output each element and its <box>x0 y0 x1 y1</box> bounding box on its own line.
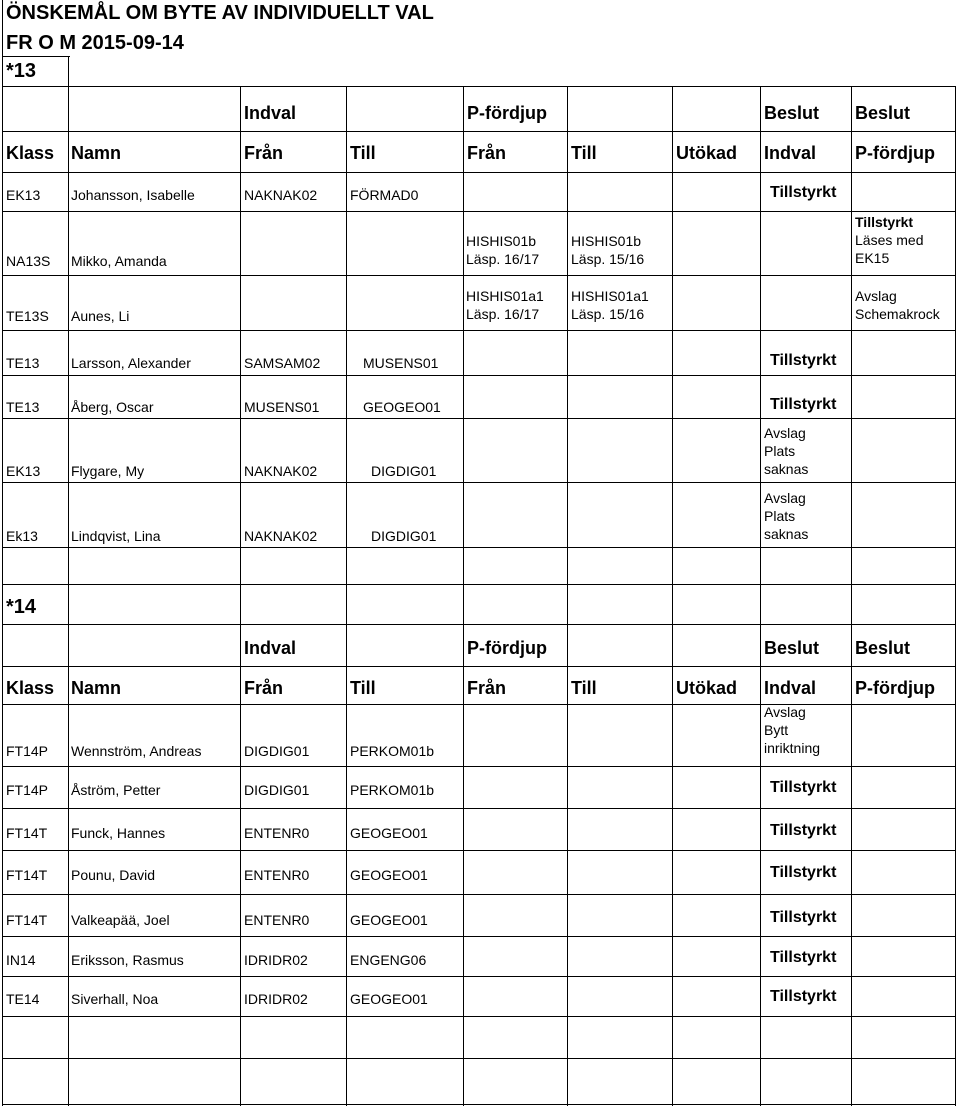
table-cell-beslut: Tillstyrkt <box>770 909 837 926</box>
column-header: Till <box>350 678 376 698</box>
grid-line <box>2 375 956 376</box>
table-cell-till: DIGDIG01 <box>371 463 437 479</box>
table-cell-klass: TE14 <box>6 991 40 1007</box>
column-header: Namn <box>71 678 122 698</box>
cell-line: Avslag <box>764 490 806 506</box>
document-date: FR O M 2015-09-14 <box>6 32 184 54</box>
grid-line <box>2 547 956 548</box>
column-header: Klass <box>6 143 55 163</box>
table-cell-beslut: Tillstyrkt <box>770 184 837 201</box>
cell-line: saknas <box>764 461 809 477</box>
table-cell-klass: TE13 <box>6 355 40 371</box>
table-cell-namn: Pounu, David <box>71 867 156 883</box>
column-header: Från <box>467 143 507 163</box>
cell-line: Avslag <box>764 704 806 720</box>
table-cell-fran: NAKNAK02 <box>244 187 318 203</box>
grid-line <box>2 850 956 851</box>
table-cell-ptill <box>571 232 644 268</box>
table-cell-beslut <box>855 213 923 267</box>
table-cell-beslut <box>764 489 808 543</box>
cell-line: Tillstyrkt <box>855 214 914 230</box>
column-header: Från <box>244 143 284 163</box>
table-cell-klass: NA13S <box>6 253 51 269</box>
column-header: Indval <box>244 103 297 123</box>
grid-line <box>567 86 568 1106</box>
grid-line <box>2 330 956 331</box>
column-header: Till <box>350 143 376 163</box>
table-cell-fran: MUSENS01 <box>244 399 320 415</box>
column-header: Beslut <box>855 638 911 658</box>
table-cell-ptill <box>571 287 649 323</box>
table-cell-namn: Siverhall, Noa <box>71 991 159 1007</box>
section-label: *14 <box>6 596 37 618</box>
grid-line <box>346 86 347 1106</box>
column-header: Beslut <box>764 103 820 123</box>
table-cell-fran: SAMSAM02 <box>244 355 321 371</box>
cell-line: inriktning <box>764 740 821 756</box>
column-header: Från <box>467 678 507 698</box>
column-header: P-fördjup <box>855 143 935 163</box>
grid-line <box>851 86 852 1106</box>
table-cell-namn: Aunes, Li <box>71 308 130 324</box>
table-cell-till: GEOGEO01 <box>350 867 428 883</box>
table-cell-till: GEOGEO01 <box>350 912 428 928</box>
table-cell-namn: Valkeapää, Joel <box>71 912 170 928</box>
table-cell-till: GEOGEO01 <box>350 825 428 841</box>
grid-line <box>2 766 956 767</box>
section-label: *13 <box>6 60 37 82</box>
table-cell-namn: Åström, Petter <box>71 782 161 798</box>
column-header: Till <box>571 143 597 163</box>
cell-line: HISHIS01a1 <box>466 288 544 304</box>
table-cell-namn: Johansson, Isabelle <box>71 187 195 203</box>
table-cell-fran: DIGDIG01 <box>244 743 310 759</box>
table-cell-klass: TE13 <box>6 399 40 415</box>
table-cell-till: ENGENG06 <box>350 952 427 968</box>
table-cell-namn: Lindqvist, Lina <box>71 528 161 544</box>
column-header: Utökad <box>676 678 738 698</box>
column-header: Indval <box>764 143 817 163</box>
table-cell-fran: NAKNAK02 <box>244 463 318 479</box>
table-cell-fran: IDRIDR02 <box>244 991 308 1007</box>
table-cell-namn: Flygare, My <box>71 463 145 479</box>
column-header: P-fördjup <box>467 103 547 123</box>
document-title: ÖNSKEMÅL OM BYTE AV INDIVIDUELLT VAL <box>6 2 434 24</box>
table-cell-till: PERKOM01b <box>350 743 435 759</box>
grid-line <box>68 86 69 1106</box>
cell-line: Läsp. 15/16 <box>571 306 645 322</box>
table-cell-beslut: Tillstyrkt <box>770 949 837 966</box>
column-header: Beslut <box>855 103 911 123</box>
grid-line <box>672 86 673 1106</box>
table-cell-fran: ENTENR0 <box>244 912 310 928</box>
grid-line <box>955 86 956 1106</box>
column-header: Namn <box>71 143 122 163</box>
grid-line <box>2 172 956 173</box>
table-cell-till: GEOGEO01 <box>363 399 441 415</box>
table-cell-beslut: Tillstyrkt <box>770 352 837 369</box>
grid-line <box>2 0 3 1106</box>
column-header: Indval <box>244 638 297 658</box>
table-cell-pfran <box>466 287 544 323</box>
cell-line: Plats <box>764 508 796 524</box>
cell-line: EK15 <box>855 250 890 266</box>
table-cell-fran: ENTENR0 <box>244 825 310 841</box>
cell-line: saknas <box>764 526 809 542</box>
table-cell-namn: Eriksson, Rasmus <box>71 952 184 968</box>
table-cell-beslut: Tillstyrkt <box>770 864 837 881</box>
table-cell-klass: FT14T <box>6 825 48 841</box>
table-cell-namn: Wennström, Andreas <box>71 743 202 759</box>
grid-line <box>2 1104 956 1105</box>
cell-line: Läses med <box>855 232 924 248</box>
table-cell-namn: Mikko, Amanda <box>71 253 167 269</box>
grid-line <box>2 1058 956 1059</box>
table-cell-klass: TE13S <box>6 308 49 324</box>
table-cell-beslut: Tillstyrkt <box>770 779 837 796</box>
table-cell-fran: DIGDIG01 <box>244 782 310 798</box>
column-header: Beslut <box>764 638 820 658</box>
grid-line <box>2 808 956 809</box>
grid-line <box>2 624 956 625</box>
grid-line <box>2 482 956 483</box>
grid-line <box>240 86 241 1106</box>
table-cell-till: DIGDIG01 <box>371 528 437 544</box>
column-header: Utökad <box>676 143 738 163</box>
table-cell-beslut: Tillstyrkt <box>770 822 837 839</box>
grid-line <box>68 56 69 86</box>
cell-line: HISHIS01b <box>571 233 642 249</box>
table-cell-klass: FT14P <box>6 782 49 798</box>
table-cell-till: MUSENS01 <box>363 355 439 371</box>
table-cell-beslut: Tillstyrkt <box>770 988 837 1005</box>
table-cell-fran: NAKNAK02 <box>244 528 318 544</box>
grid-line <box>2 584 956 585</box>
grid-line <box>760 86 761 1106</box>
column-header: Från <box>244 678 284 698</box>
cell-line: Avslag <box>764 425 806 441</box>
table-cell-namn: Funck, Hannes <box>71 825 166 841</box>
grid-line <box>2 418 956 419</box>
table-cell-namn: Åberg, Oscar <box>71 399 154 415</box>
cell-line: Läsp. 16/17 <box>466 306 540 322</box>
cell-line: Läsp. 16/17 <box>466 251 540 267</box>
table-cell-till: FÖRMAD0 <box>350 187 419 203</box>
table-cell-fran: IDRIDR02 <box>244 952 308 968</box>
grid-line <box>2 56 70 57</box>
grid-line <box>2 131 956 132</box>
cell-line: HISHIS01b <box>466 233 537 249</box>
grid-line <box>463 86 464 1106</box>
grid-line <box>2 275 956 276</box>
column-header: Till <box>571 678 597 698</box>
table-cell-klass: Ek13 <box>6 528 38 544</box>
grid-line <box>2 894 956 895</box>
table-cell-klass: FT14T <box>6 867 48 883</box>
table-cell-beslut <box>855 287 940 323</box>
cell-line: Schemakrock <box>855 306 940 322</box>
cell-line: Bytt <box>764 722 789 738</box>
table-cell-klass: EK13 <box>6 463 41 479</box>
column-header: P-fördjup <box>855 678 935 698</box>
table-cell-fran: ENTENR0 <box>244 867 310 883</box>
table-cell-beslut: Tillstyrkt <box>770 396 837 413</box>
table-cell-klass: FT14P <box>6 743 49 759</box>
column-header: P-fördjup <box>467 638 547 658</box>
cell-line: Plats <box>764 443 796 459</box>
table-cell-till: GEOGEO01 <box>350 991 428 1007</box>
grid-line <box>2 1016 956 1017</box>
table-cell-pfran <box>466 232 539 268</box>
table-cell-till: PERKOM01b <box>350 782 435 798</box>
cell-line: Avslag <box>855 288 897 304</box>
grid-line <box>2 666 956 667</box>
cell-line: HISHIS01a1 <box>571 288 649 304</box>
table-cell-klass: FT14T <box>6 912 48 928</box>
grid-line <box>2 86 956 87</box>
table-cell-beslut <box>764 424 808 478</box>
grid-line <box>2 936 956 937</box>
table-cell-beslut <box>764 703 820 757</box>
grid-line <box>2 211 956 212</box>
table-cell-klass: EK13 <box>6 187 41 203</box>
column-header: Indval <box>764 678 817 698</box>
table-cell-klass: IN14 <box>6 952 36 968</box>
cell-line: Läsp. 15/16 <box>571 251 645 267</box>
grid-line <box>2 976 956 977</box>
table-cell-namn: Larsson, Alexander <box>71 355 191 371</box>
column-header: Klass <box>6 678 55 698</box>
